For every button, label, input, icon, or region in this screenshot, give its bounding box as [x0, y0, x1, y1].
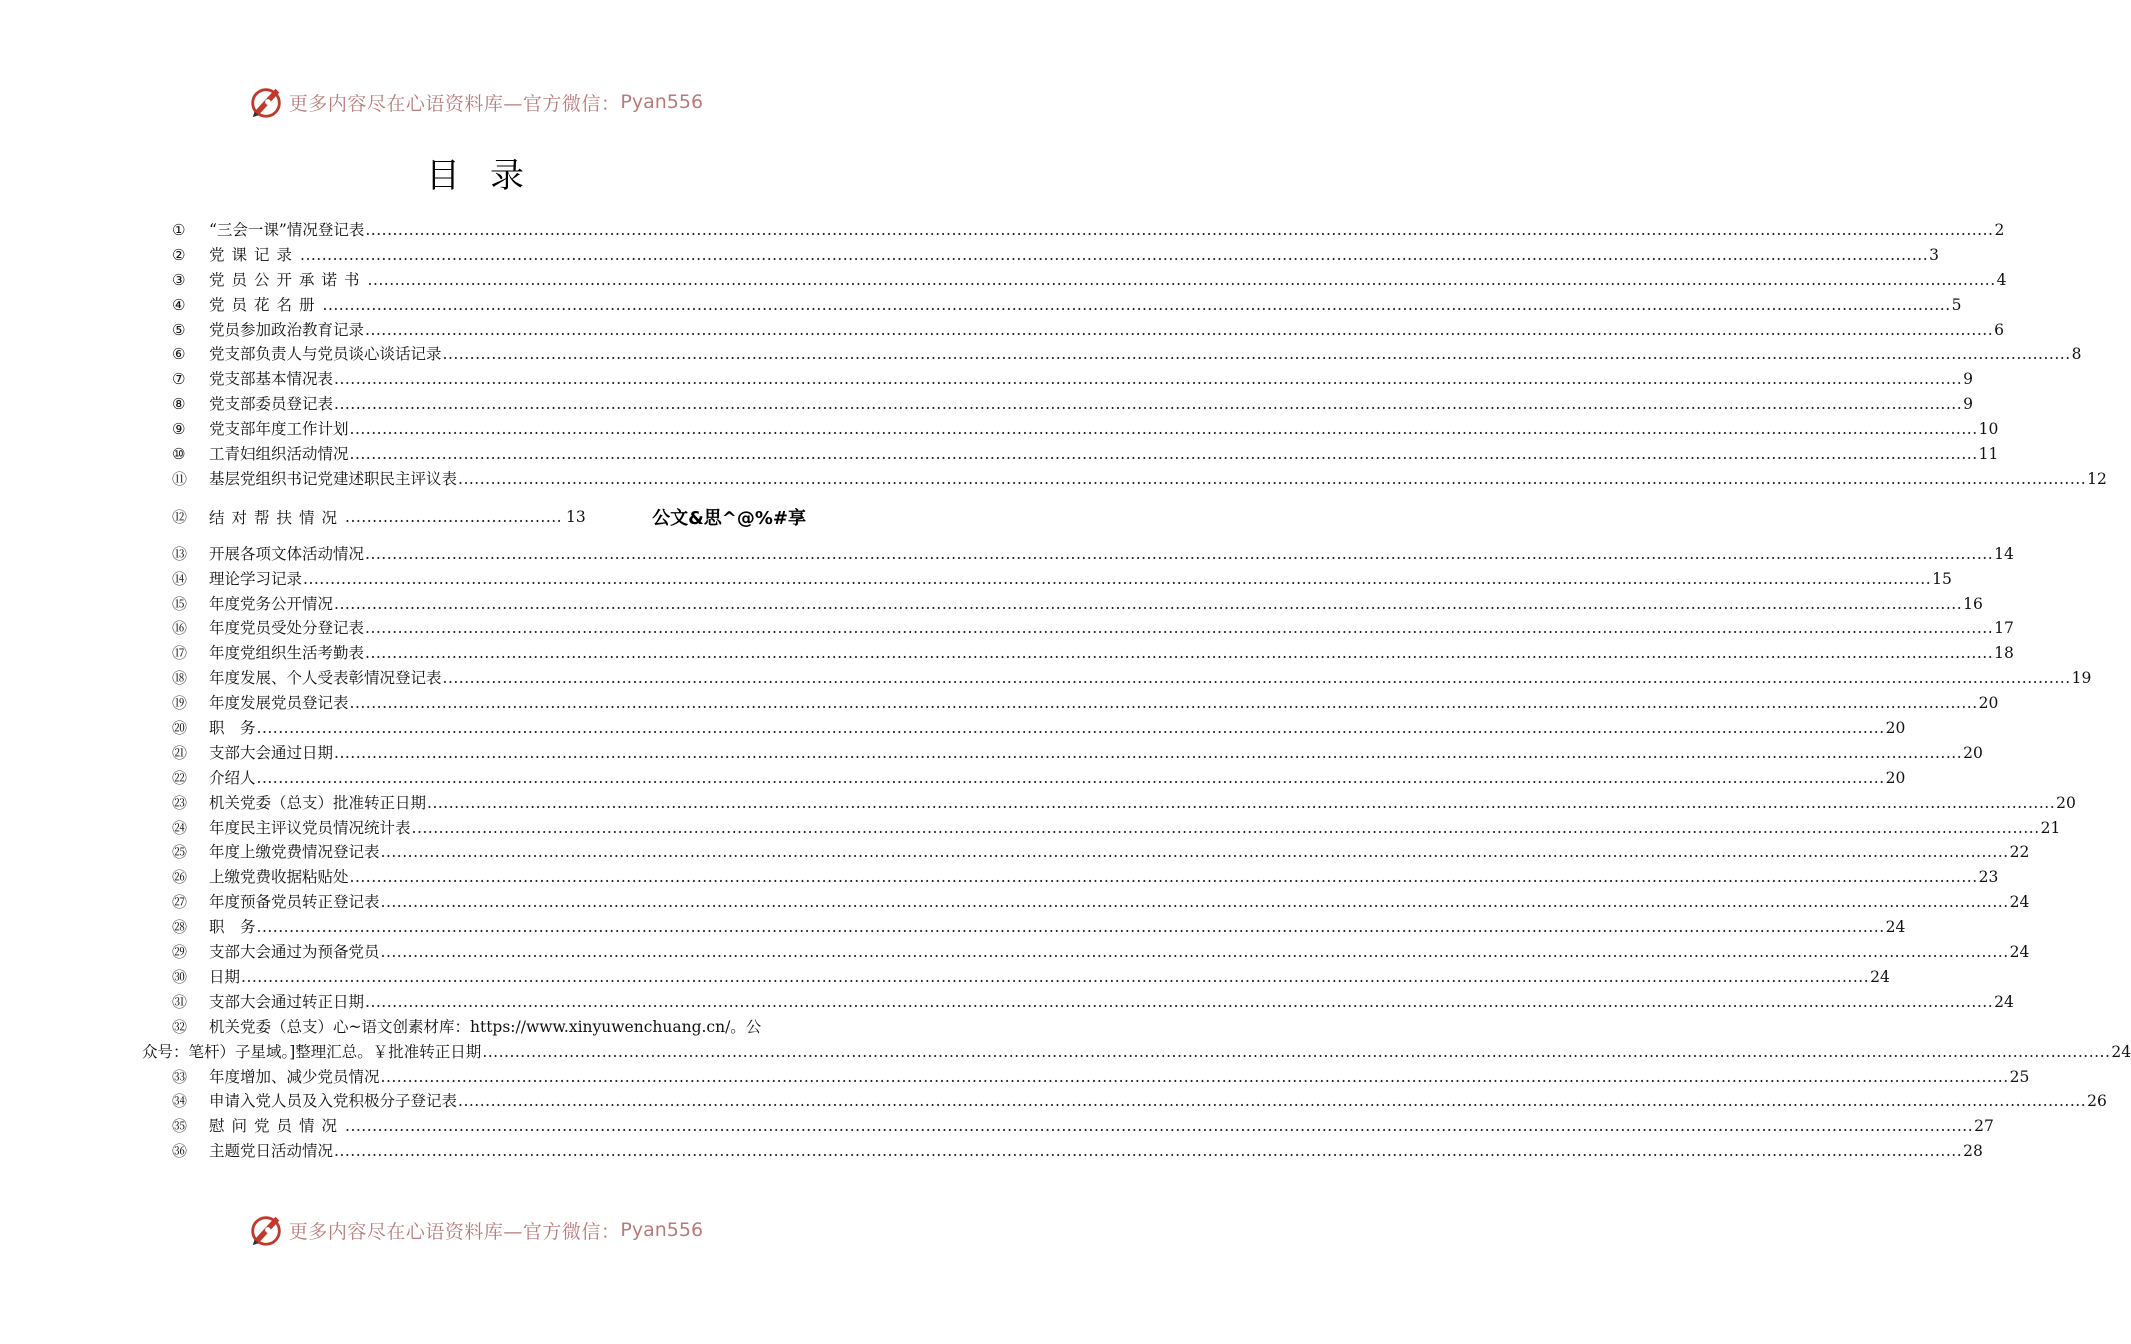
- toc-number: ㉙: [172, 943, 188, 962]
- toc-label: 职 务: [209, 918, 256, 937]
- toc-label: 申请入党人员及入党积极分子登记表: [209, 1092, 458, 1111]
- toc-label: 机关党委（总支）心~语文创素材库：https://www.xinyuwenchuang.cn/。公: [209, 1017, 762, 1036]
- toc-label: 支部大会通过日期: [209, 743, 334, 762]
- toc-page: 20: [1885, 719, 1906, 738]
- toc-page: 24: [1885, 918, 1906, 937]
- toc-page: 28: [1963, 1142, 1983, 1161]
- banner-text: 更多内容尽在心语资料库—官方微信：: [288, 1220, 621, 1243]
- toc-number: ㉘: [172, 918, 188, 937]
- toc-entry[interactable]: [172, 616, 2014, 641]
- toc-label: 介绍人: [209, 768, 256, 787]
- toc-page: 17: [1994, 619, 2014, 638]
- table-of-contents: [142, 218, 2131, 1164]
- toc-leader: ........................................: [345, 507, 563, 526]
- toc-page: 2: [1994, 221, 2005, 239]
- toc-leader: ............................................................................................................................................................................................................................................................................................................: [345, 1117, 1974, 1136]
- toc-page: 5: [1951, 295, 1962, 314]
- toc-label: 年度增加、减少党员情况: [209, 1067, 380, 1086]
- toc-number: ㉝: [172, 1067, 188, 1086]
- toc-leader: ............................................................................................................................................................................................................................................................................................................: [241, 967, 1870, 986]
- watermark-stamp: 公文&思^@%#享: [652, 507, 806, 529]
- toc-entry[interactable]: [172, 442, 1999, 467]
- toc-label: 上缴党费收据粘贴处: [209, 868, 349, 887]
- toc-number: ⑧: [172, 395, 186, 414]
- toc-label: 机关党委（总支）批准转正日期: [209, 793, 427, 812]
- toc-number: ⑱: [172, 669, 188, 688]
- toc-leader: ............................................................................................................................................................................................................................................................................................................: [365, 992, 1994, 1011]
- toc-number: ㉔: [172, 818, 188, 837]
- toc-page: 21: [2040, 818, 2061, 837]
- toc-label: 党员公开承诺书: [209, 270, 367, 289]
- toc-page: 18: [1994, 644, 2014, 663]
- toc-entry[interactable]: [172, 467, 2107, 492]
- toc-entry[interactable]: [172, 766, 1906, 791]
- toc-leader: ............................................................................................................................................................................................................................................................................................................: [380, 893, 2009, 912]
- toc-page: 20: [1963, 743, 1983, 762]
- toc-number: ⑨: [172, 420, 186, 439]
- toc-number: ⑤: [172, 320, 186, 339]
- toc-entry[interactable]: [172, 990, 2014, 1015]
- toc-leader: ............................................................................................................................................................................................................................................................................................................: [482, 1042, 2111, 1061]
- toc-page: 20: [1978, 694, 1999, 713]
- toc-page: 20: [2056, 793, 2076, 812]
- toc-page: 11: [1978, 445, 1999, 464]
- toc-leader: ............................................................................................................................................................................................................................................................................................................: [349, 694, 1978, 713]
- toc-leader: ............................................................................................................................................................................................................................................................................................................: [458, 1092, 2087, 1111]
- page-title: 目录: [426, 156, 554, 196]
- toc-leader: ............................................................................................................................................................................................................................................................................................................: [334, 743, 1963, 762]
- toc-leader: ............................................................................................................................................................................................................................................................................................................: [303, 569, 1932, 588]
- toc-number: ㉓: [172, 793, 188, 812]
- pen-logo-icon: [247, 83, 285, 121]
- toc-page: 15: [1932, 569, 1952, 588]
- toc-number: ㉜: [172, 1017, 188, 1036]
- toc-entry[interactable]: [142, 1015, 2131, 1065]
- toc-label: 支部大会通过为预备党员: [209, 943, 380, 962]
- toc-label: 党支部委员登记表: [209, 395, 334, 414]
- toc-entry[interactable]: [172, 741, 1983, 766]
- toc-entry[interactable]: [172, 218, 2005, 243]
- toc-number: ㉚: [172, 967, 188, 986]
- toc-label: 开展各项文体活动情况: [209, 544, 365, 563]
- toc-label-continued: 众号：笔杆）子星域。]整理汇总。￥批准转正日期: [142, 1042, 482, 1061]
- toc-number: ㉞: [172, 1092, 188, 1111]
- toc-entry[interactable]: [172, 641, 2014, 666]
- toc-label: 年度党员受处分登记表: [209, 619, 365, 638]
- toc-number: ⑦: [172, 370, 186, 389]
- toc-entry[interactable]: [172, 342, 2082, 367]
- toc-label: 党支部年度工作计划: [209, 420, 349, 439]
- toc-entry[interactable]: [172, 318, 2004, 343]
- toc-entry[interactable]: [172, 890, 2030, 915]
- toc-label: 党员参加政治教育记录: [209, 320, 365, 339]
- toc-page: 4: [1996, 270, 2007, 289]
- toc-leader: ............................................................................................................................................................................................................................................................................................................: [411, 818, 2040, 837]
- toc-number: ⑬: [172, 544, 188, 563]
- toc-number: ①: [172, 221, 186, 239]
- toc-number: ㉑: [172, 743, 188, 762]
- toc-leader: ............................................................................................................................................................................................................................................................................................................: [380, 1067, 2009, 1086]
- toc-number: ④: [172, 295, 186, 314]
- toc-entry[interactable]: [172, 1065, 2030, 1090]
- toc-page: 6: [1994, 320, 2004, 339]
- toc-page: 9: [1963, 370, 1973, 389]
- footer-banner: [0, 1210, 950, 1250]
- toc-label: 结对帮扶情况: [209, 508, 345, 527]
- toc-entry[interactable]: [172, 666, 2092, 691]
- toc-number: ⑩: [172, 445, 186, 464]
- toc-entry[interactable]: [172, 691, 1999, 716]
- toc-page: 16: [1963, 594, 1983, 613]
- toc-label: 年度预备党员转正登记表: [209, 893, 380, 912]
- toc-entry[interactable]: [172, 965, 1890, 990]
- toc-label: “三会一课”情况登记表: [209, 221, 365, 239]
- toc-entry[interactable]: [172, 1089, 2107, 1114]
- toc-leader: ............................................................................................................................................................................................................................................................................................................: [334, 594, 1963, 613]
- toc-leader: ............................................................................................................................................................................................................................................................................................................: [367, 270, 1996, 289]
- toc-number: ㉒: [172, 768, 188, 787]
- toc-page: 20: [1885, 768, 1906, 787]
- toc-leader: ............................................................................................................................................................................................................................................................................................................: [300, 245, 1929, 264]
- toc-leader: ............................................................................................................................................................................................................................................................................................................: [380, 943, 2009, 962]
- toc-label: 年度党组织生活考勤表: [209, 644, 365, 663]
- toc-label: 基层党组织书记党建述职民主评议表: [209, 469, 458, 488]
- toc-leader: ............................................................................................................................................................................................................................................................................................................: [349, 420, 1978, 439]
- banner-wechat: Pyan556: [620, 1219, 704, 1241]
- toc-label: 日期: [209, 967, 241, 986]
- toc-page: 27: [1974, 1117, 1994, 1136]
- toc-leader: ............................................................................................................................................................................................................................................................................................................: [365, 221, 1994, 239]
- toc-entry[interactable]: [172, 1114, 1994, 1139]
- toc-page: 12: [2087, 469, 2107, 488]
- toc-page: 10: [1978, 420, 1999, 439]
- toc-label: 职 务: [209, 719, 256, 738]
- toc-label: 支部大会通过转正日期: [209, 992, 365, 1011]
- toc-number: ㉟: [172, 1117, 188, 1136]
- toc-label: 年度发展、个人受表彰情况登记表: [209, 669, 442, 688]
- toc-leader: ............................................................................................................................................................................................................................................................................................................: [256, 768, 1885, 787]
- toc-leader: ............................................................................................................................................................................................................................................................................................................: [365, 544, 1994, 563]
- toc-entry[interactable]: [172, 592, 1983, 617]
- toc-page: 26: [2087, 1092, 2107, 1111]
- toc-label: 主题党日活动情况: [209, 1142, 334, 1161]
- toc-label: 党支部基本情况表: [209, 370, 334, 389]
- toc-number: ⑮: [172, 594, 188, 613]
- toc-page: 23: [1978, 868, 1999, 887]
- banner-text: 更多内容尽在心语资料库—官方微信：: [288, 92, 621, 115]
- toc-entry[interactable]: [172, 915, 1906, 940]
- toc-label: 年度民主评议党员情况统计表: [209, 818, 411, 837]
- toc-number: ⑥: [172, 345, 186, 364]
- toc-leader: ............................................................................................................................................................................................................................................................................................................: [334, 370, 1963, 389]
- toc-entry[interactable]: [172, 567, 1952, 592]
- toc-leader: ............................................................................................................................................................................................................................................................................................................: [365, 644, 1994, 663]
- toc-number: ②: [172, 245, 186, 264]
- toc-entry[interactable]: [172, 865, 1999, 890]
- toc-entry[interactable]: [172, 243, 1939, 268]
- toc-leader: ............................................................................................................................................................................................................................................................................................................: [349, 445, 1978, 464]
- toc-number: ⑪: [172, 469, 188, 488]
- toc-page: 25: [2009, 1067, 2030, 1086]
- toc-page: 14: [1994, 544, 2014, 563]
- toc-page: 3: [1929, 245, 1939, 264]
- toc-entry[interactable]: [172, 1139, 1983, 1164]
- toc-label: 工青妇组织活动情况: [209, 445, 349, 464]
- toc-number: ⑰: [172, 644, 188, 663]
- toc-label: 党员花名册: [209, 295, 322, 314]
- toc-entry[interactable]: [172, 492, 806, 542]
- toc-leader: ............................................................................................................................................................................................................................................................................................................: [334, 395, 1963, 414]
- toc-page: 24: [2111, 1042, 2131, 1061]
- toc-entry[interactable]: [172, 268, 2007, 293]
- toc-page: 13: [566, 507, 586, 526]
- toc-label: 年度发展党员登记表: [209, 694, 349, 713]
- toc-label: 党课记录: [209, 245, 300, 264]
- toc-page: 8: [2071, 345, 2082, 364]
- toc-leader: ............................................................................................................................................................................................................................................................................................................: [256, 918, 1885, 937]
- toc-entry[interactable]: [172, 417, 1999, 442]
- toc-number: ㉕: [172, 843, 188, 862]
- toc-number: ⑳: [172, 719, 188, 738]
- toc-label: 党支部负责人与党员谈心谈话记录: [209, 345, 442, 364]
- toc-page: 19: [2071, 669, 2092, 688]
- toc-entry[interactable]: [172, 840, 2030, 865]
- pen-logo-icon: [247, 1211, 285, 1249]
- toc-entry[interactable]: [172, 367, 1973, 392]
- toc-number: ㉗: [172, 893, 188, 912]
- toc-leader: ............................................................................................................................................................................................................................................................................................................: [334, 1142, 1963, 1161]
- toc-page: 9: [1963, 395, 1973, 414]
- toc-entry[interactable]: [172, 940, 2030, 965]
- toc-page: 24: [1870, 967, 1890, 986]
- toc-leader: ............................................................................................................................................................................................................................................................................................................: [365, 619, 1994, 638]
- toc-label: 年度党务公开情况: [209, 594, 334, 613]
- toc-entry[interactable]: [172, 392, 1973, 417]
- toc-number: ㉛: [172, 992, 188, 1011]
- toc-entry[interactable]: [172, 293, 1962, 318]
- toc-leader: ............................................................................................................................................................................................................................................................................................................: [322, 295, 1951, 314]
- toc-leader: ............................................................................................................................................................................................................................................................................................................: [442, 345, 2071, 364]
- toc-leader: ............................................................................................................................................................................................................................................................................................................: [380, 843, 2009, 862]
- toc-number: ㊱: [172, 1142, 188, 1161]
- toc-entry[interactable]: [172, 716, 1906, 741]
- toc-page: 24: [2009, 943, 2030, 962]
- toc-entry[interactable]: [172, 791, 2076, 816]
- toc-leader: ............................................................................................................................................................................................................................................................................................................: [349, 868, 1978, 887]
- toc-entry[interactable]: [172, 542, 2014, 567]
- toc-number: ⑲: [172, 694, 188, 713]
- toc-leader: ............................................................................................................................................................................................................................................................................................................: [442, 669, 2071, 688]
- toc-page: 24: [2009, 893, 2030, 912]
- toc-leader: ............................................................................................................................................................................................................................................................................................................: [365, 320, 1994, 339]
- header-banner: [0, 82, 950, 122]
- toc-entry[interactable]: [172, 816, 2061, 841]
- toc-number: ㉖: [172, 868, 188, 887]
- toc-leader: ............................................................................................................................................................................................................................................................................................................: [256, 719, 1885, 738]
- toc-label: 年度上缴党费情况登记表: [209, 843, 380, 862]
- toc-number: ③: [172, 270, 186, 289]
- toc-leader: ............................................................................................................................................................................................................................................................................................................: [427, 793, 2056, 812]
- toc-label: 慰问党员情况: [209, 1117, 345, 1136]
- toc-label: 理论学习记录: [209, 569, 303, 588]
- banner-wechat: Pyan556: [620, 91, 704, 113]
- toc-number: ⑭: [172, 569, 188, 588]
- toc-page: 22: [2009, 843, 2030, 862]
- toc-number: ⑫: [172, 508, 188, 527]
- toc-number: ⑯: [172, 619, 188, 638]
- toc-page: 24: [1994, 992, 2014, 1011]
- toc-leader: ............................................................................................................................................................................................................................................................................................................: [458, 469, 2087, 488]
